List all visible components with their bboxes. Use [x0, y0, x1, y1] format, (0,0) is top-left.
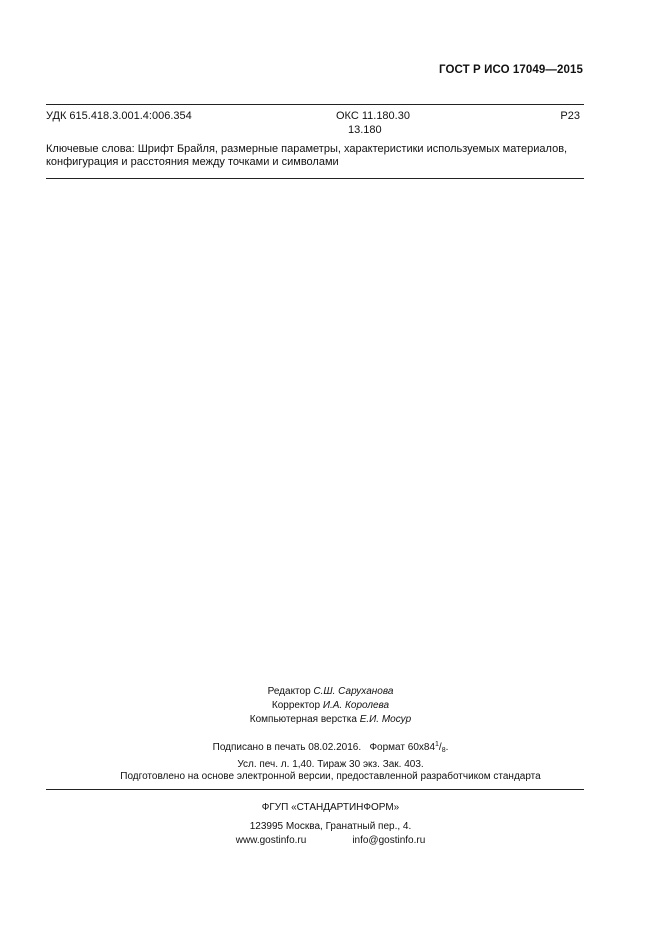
- bottom-divider: [46, 789, 584, 790]
- signed-date: Подписано в печать 08.02.2016.: [212, 742, 362, 753]
- corrector-name: И.А. Королева: [322, 700, 390, 711]
- print-info-line-2: Усл. печ. л. 1,40. Тираж 30 экз. Зак. 403.: [237, 759, 424, 770]
- format-subscript: 8: [441, 747, 446, 754]
- oks-code-secondary: 13.180: [348, 124, 382, 136]
- editor-label: Редактор: [267, 686, 311, 697]
- publisher-links: [0, 834, 661, 848]
- keywords-line-1: Ключевые слова: Шрифт Брайля, размерные параметры, характеристики используемых материалов,: [46, 143, 568, 155]
- layout-line: [0, 713, 661, 727]
- print-info-block: [0, 738, 661, 772]
- credits-block: [0, 685, 661, 727]
- layout-name: Е.И. Мосур: [359, 714, 412, 725]
- print-info-line-1: Подписано в печать 08.02.2016. Формат $60x84^1/_8$.: [212, 741, 449, 754]
- format-dot: .: [445, 742, 449, 753]
- corrector-label: Корректор: [271, 700, 321, 711]
- publisher-contacts: [0, 820, 661, 848]
- editor-name: С.Ш. Саруханова: [313, 686, 394, 697]
- publisher-name: ФГУП «СТАНДАРТИНФОРМ»: [261, 802, 400, 813]
- publisher-address: 123995 Москва, Гранатный пер., 4.: [249, 821, 412, 832]
- publisher-email[interactable]: info@gostinfo.ru: [352, 835, 426, 846]
- udk-code: УДК 615.418.3.001.4:006.354: [46, 110, 192, 122]
- format-label: Формат 60x84: [369, 742, 435, 753]
- editor-line: [0, 685, 661, 699]
- publisher-website[interactable]: www.gostinfo.ru: [235, 835, 307, 846]
- keywords-line-2: конфигурация и расстояния между точками и символами: [46, 156, 339, 168]
- corrector-line: [0, 699, 661, 713]
- oks-code: ОКС 11.180.30: [336, 110, 410, 122]
- format-superscript: 1: [435, 741, 439, 748]
- top-divider: [46, 104, 584, 105]
- document-code: ГОСТ Р ИСО 17049—2015: [438, 64, 583, 76]
- okstu-code: Р23: [560, 110, 580, 122]
- keywords-block: [46, 143, 584, 169]
- keywords-divider: [46, 178, 584, 179]
- layout-label: Компьютерная верстка: [249, 714, 357, 725]
- prepared-note: Подготовлено на основе электронной версии, предоставленной разработчиком стандарта: [120, 771, 541, 782]
